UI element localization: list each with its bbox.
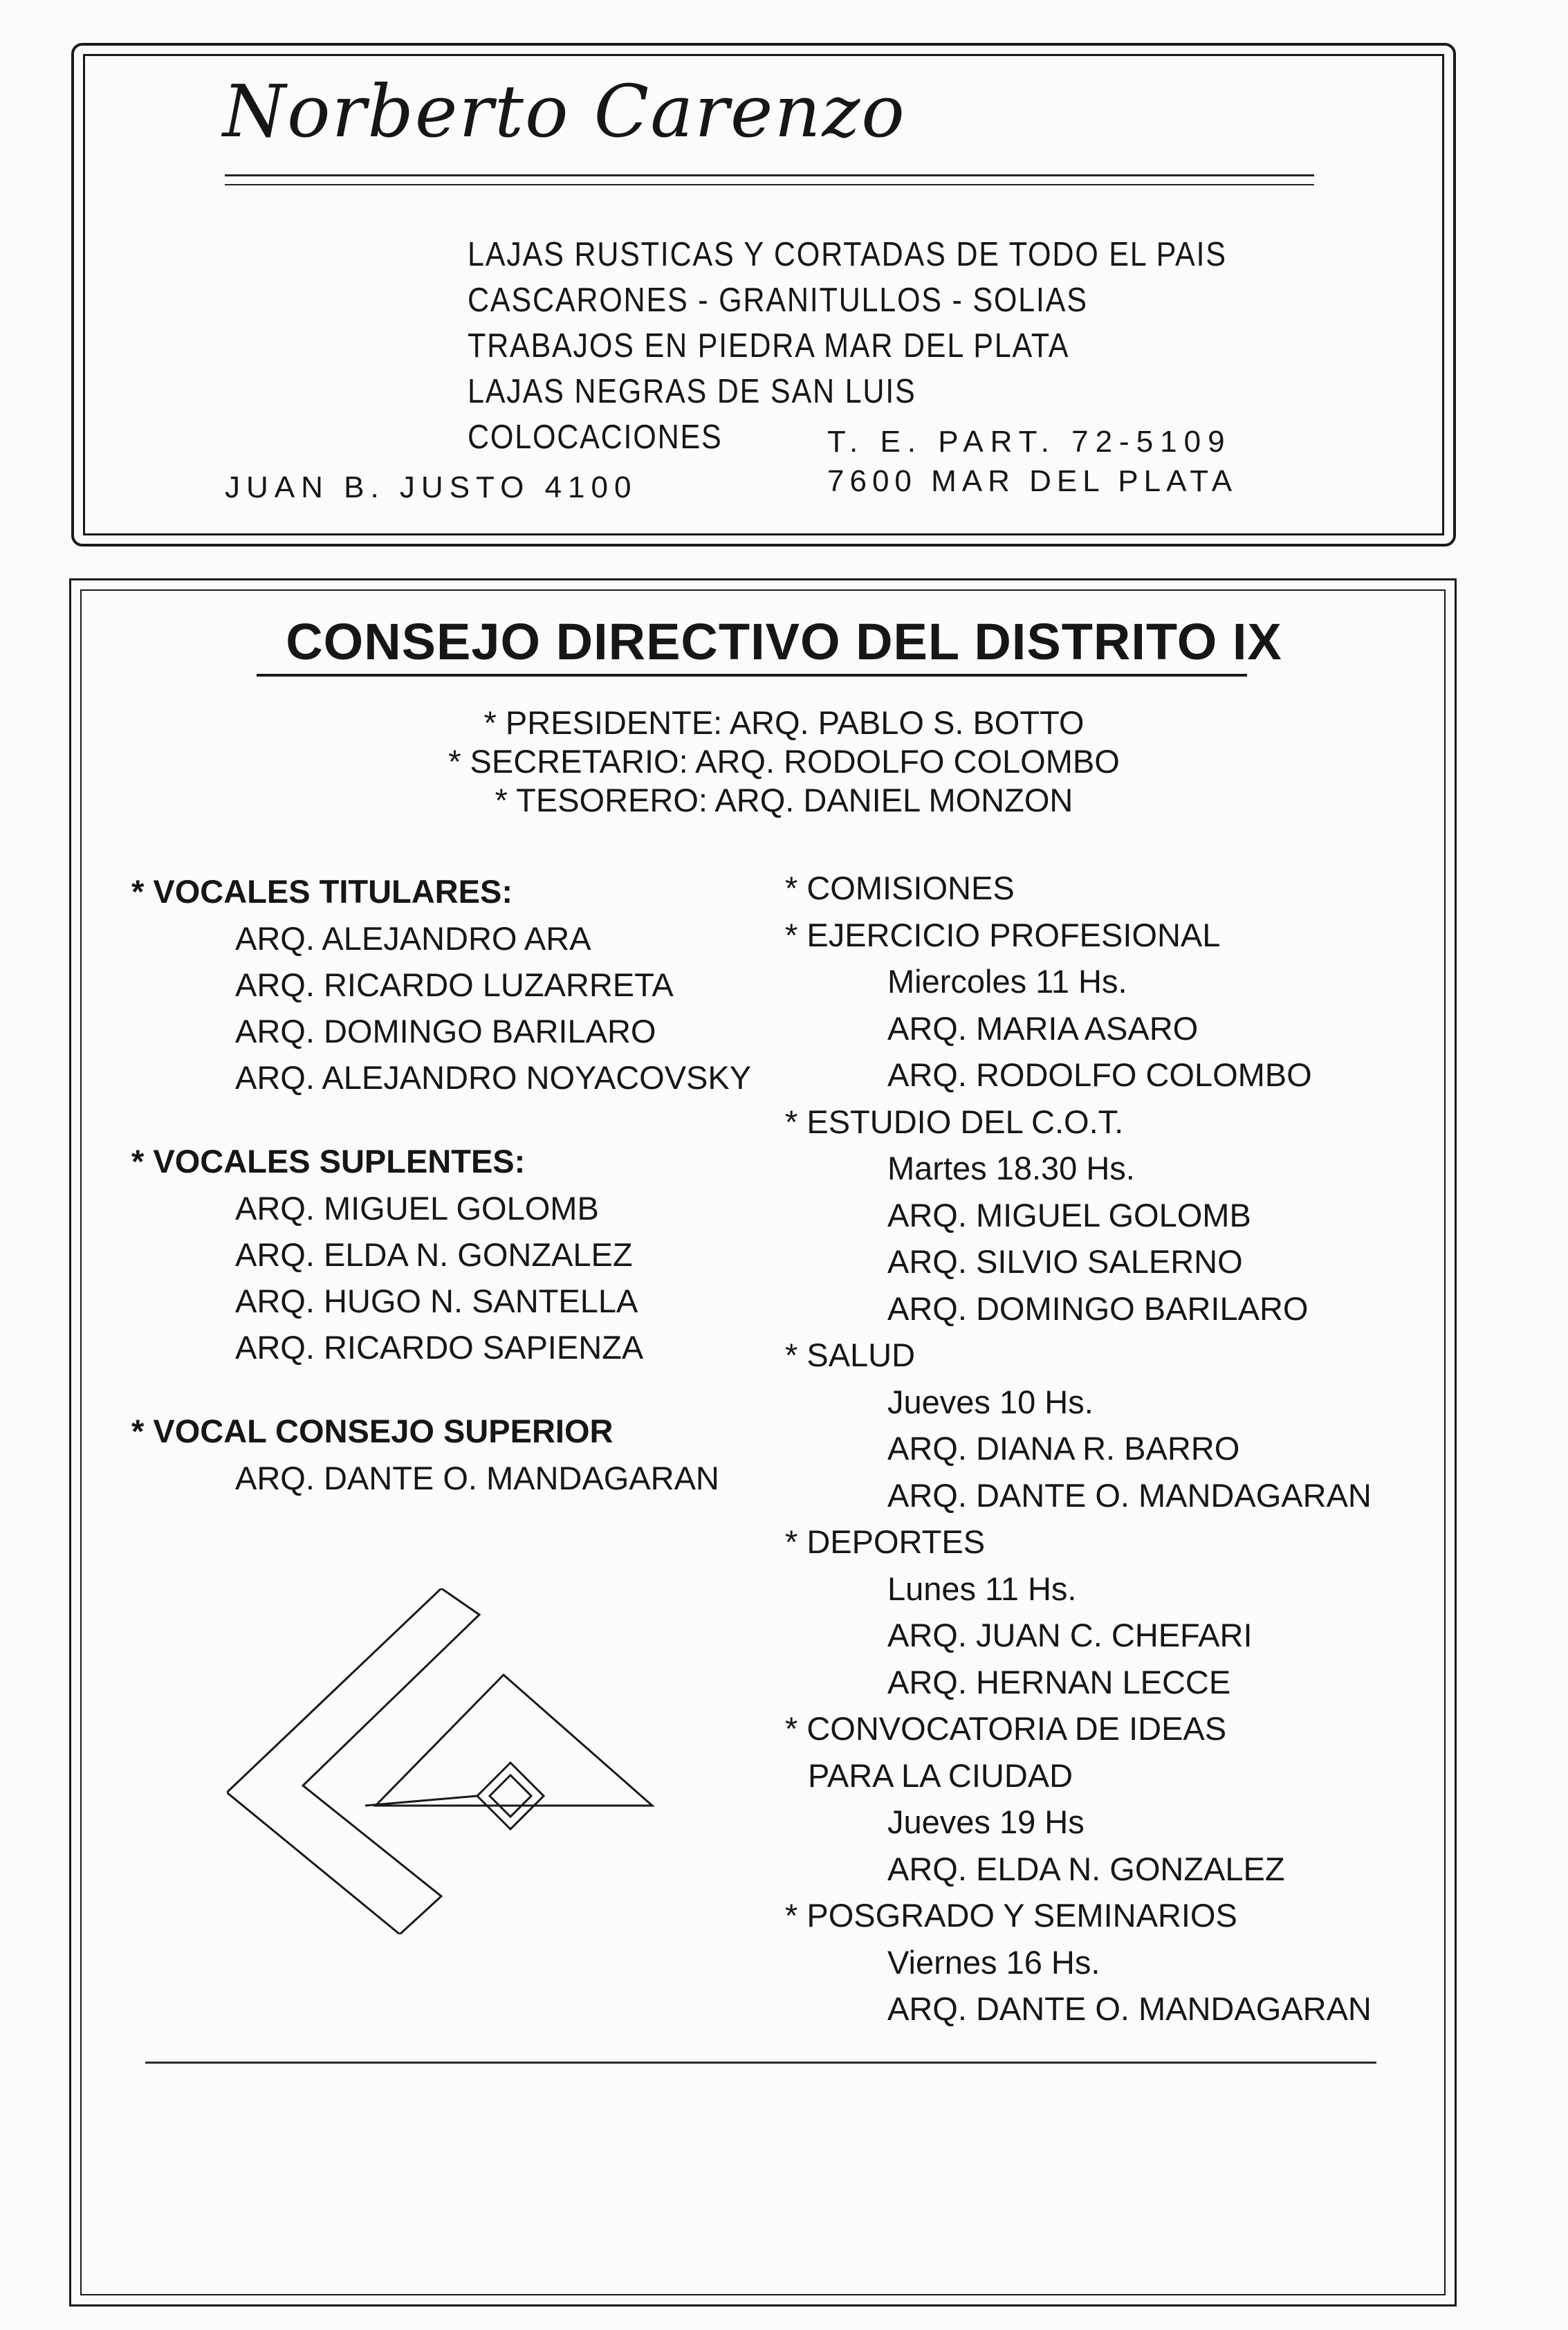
member-line: ARQ. RICARDO LUZARRETA <box>235 966 674 1003</box>
logo-center-diamond <box>477 1763 544 1829</box>
commissions-column <box>785 865 1372 2033</box>
commission-member: ARQ. DANTE O. MANDAGARAN <box>887 1476 1372 1514</box>
council-title-underline <box>257 674 1247 677</box>
ad-service-line: COLOCACIONES <box>468 419 723 456</box>
ad-service-line: LAJAS NEGRAS DE SAN LUIS <box>468 373 916 410</box>
ad-service-line: CASCARONES - GRANITULLOS - SOLIAS <box>468 282 1088 319</box>
commission-member: ARQ. SILVIO SALERNO <box>887 1243 1243 1280</box>
group-vocales-titulares <box>131 868 751 1101</box>
commission-heading: * CONVOCATORIA DE IDEAS <box>785 1710 1227 1747</box>
commissions-heading: * COMISIONES <box>785 870 1015 906</box>
member-line: ARQ. RICARDO SAPIENZA <box>235 1329 644 1366</box>
ad-city: 7600 MAR DEL PLATA <box>827 464 1238 498</box>
commission-heading-continuation: PARA LA CIUDAD <box>808 1756 1073 1794</box>
member-line: ARQ. DOMINGO BARILARO <box>235 1013 656 1049</box>
member-line: ARQ. ALEJANDRO ARA <box>235 920 591 957</box>
ad-title: Norberto Carenzo <box>223 69 906 154</box>
ad-service-line: LAJAS RUSTICAS Y CORTADAS DE TODO EL PAIS <box>468 236 1227 273</box>
officers-list <box>0 704 1568 820</box>
commission-heading: * SALUD <box>785 1337 916 1373</box>
commission-ejercicio-profesional <box>785 912 1372 1099</box>
member-line: ARQ. ALEJANDRO NOYACOVSKY <box>235 1059 752 1096</box>
commission-member: ARQ. JUAN C. CHEFARI <box>887 1617 1253 1653</box>
logo-outer-chevron <box>227 1588 479 1934</box>
commission-convocatoria-de-ideas <box>785 1705 1372 1892</box>
group-heading: * VOCAL CONSEJO SUPERIOR <box>131 1413 614 1449</box>
ad-address: JUAN B. JUSTO 4100 <box>225 470 638 504</box>
commission-posgrado-y-seminarios <box>785 1892 1372 2033</box>
district-logo-emblem <box>227 1588 697 1934</box>
ad-service-line: TRABAJOS EN PIEDRA MAR DEL PLATA <box>468 327 1070 365</box>
commission-heading: * DEPORTES <box>785 1523 986 1560</box>
member-line: ARQ. DANTE O. MANDAGARAN <box>235 1460 719 1496</box>
commission-schedule: Jueves 19 Hs <box>887 1804 1085 1840</box>
commission-schedule: Jueves 10 Hs. <box>887 1383 1094 1420</box>
commission-deportes <box>785 1519 1372 1705</box>
members-column <box>131 868 751 1539</box>
commission-member: ARQ. ELDA N. GONZALEZ <box>887 1850 1285 1887</box>
commission-heading: * ESTUDIO DEL C.O.T. <box>785 1103 1124 1140</box>
member-line: ARQ. ELDA N. GONZALEZ <box>235 1236 633 1273</box>
member-line: ARQ. HUGO N. SANTELLA <box>235 1283 638 1319</box>
commission-member: ARQ. MARIA ASARO <box>887 1009 1199 1047</box>
member-line: ARQ. MIGUEL GOLOMB <box>235 1190 599 1227</box>
commission-member: ARQ. MIGUEL GOLOMB <box>887 1196 1251 1233</box>
logo-inner-diamond <box>490 1775 531 1817</box>
commission-schedule: Miercoles 11 Hs. <box>887 963 1127 1000</box>
officer-president: * PRESIDENTE: ARQ. PABLO S. BOTTO <box>483 704 1085 741</box>
commission-member: ARQ. DIANA R. BARRO <box>887 1430 1240 1467</box>
ad-title-rule-secondary <box>225 184 1314 185</box>
group-vocales-suplentes <box>131 1138 751 1370</box>
ad-phone: T. E. PART. 72-5109 <box>827 425 1232 459</box>
commission-salud <box>785 1332 1372 1519</box>
group-heading: * VOCALES SUPLENTES: <box>131 1143 526 1180</box>
commission-schedule: Martes 18.30 Hs. <box>887 1150 1135 1186</box>
officer-secretary: * SECRETARIO: ARQ. RODOLFO COLOMBO <box>448 743 1120 780</box>
group-heading: * VOCALES TITULARES: <box>131 873 513 910</box>
commission-heading: * POSGRADO Y SEMINARIOS <box>785 1897 1237 1934</box>
council-title: CONSEJO DIRECTIVO DEL DISTRITO IX <box>286 613 1282 670</box>
commission-heading: * EJERCICIO PROFESIONAL <box>785 916 1221 953</box>
group-vocal-consejo-superior <box>131 1408 751 1501</box>
bottom-divider <box>145 2062 1376 2064</box>
logo-roof-triangle <box>376 1675 652 1806</box>
commission-member: ARQ. RODOLFO COLOMBO <box>887 1056 1312 1093</box>
commission-schedule: Lunes 11 Hs. <box>887 1570 1077 1607</box>
commission-schedule: Viernes 16 Hs. <box>887 1943 1100 1981</box>
logo-wing-left <box>365 1796 477 1806</box>
commission-member: ARQ. HERNAN LECCE <box>887 1663 1231 1700</box>
commission-estudio-cot <box>785 1099 1372 1332</box>
ad-title-rule <box>225 174 1314 176</box>
officer-treasurer: * TESORERO: ARQ. DANIEL MONZON <box>495 782 1073 818</box>
commission-member: ARQ. DOMINGO BARILARO <box>887 1290 1309 1327</box>
commission-member: ARQ. DANTE O. MANDAGARAN <box>887 1990 1372 2027</box>
